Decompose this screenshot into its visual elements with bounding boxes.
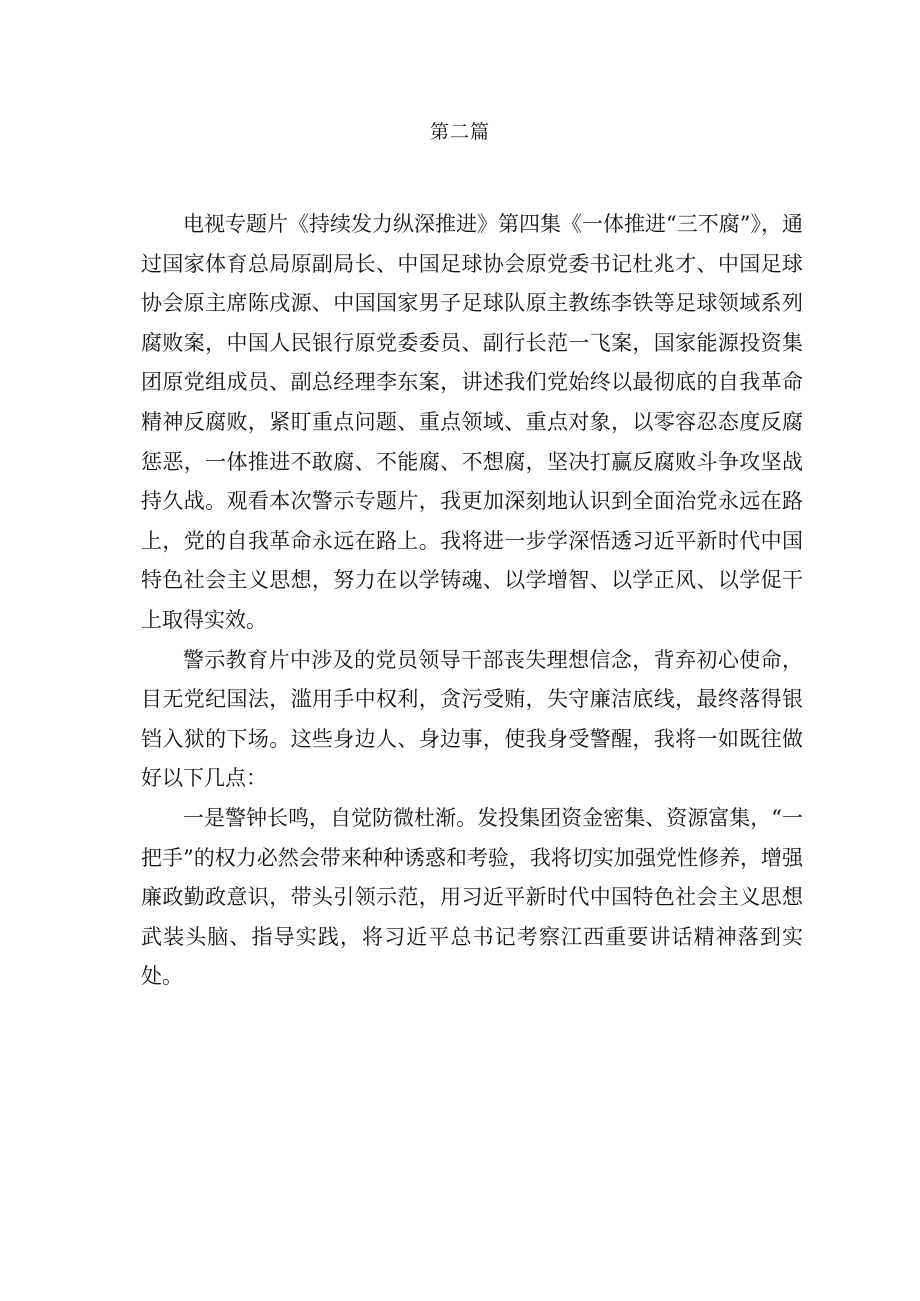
document-title: 第二篇 <box>429 121 490 143</box>
paragraph-3: 一是警钟长鸣，自觉防微杜渐。发投集团资金密集、资源富集，“一把手”的权力必然会带来种种诱惑和考验，我将切实加强党性修养，增强廉政勤政意识，带头引领示范，用习近平新时代中国特色社会主义思想武装头脑、指导实践，将习近平总书记考察江西重要讲话精神落到实处。 <box>141 805 803 989</box>
paragraph-1: 电视专题片《持续发力纵深推进》第四集《一体推进“三不腐”》，通过国家体育总局原副局长、中国足球协会原党委书记杜兆才、中国足球协会原主席陈戌源、中国国家男子足球队原主教练李铁等足球领域系列腐败案，中国人民银行原党委委员、副行长范一飞案，国家能源投资集团原党组成员、副总经理李东案，讲述我们党始终以最彻底的自我革命精神反腐败，紧盯重点问题、重点领域、重点对象，以零容忍态度反腐惩恶，一体推进不敢腐、不能腐、不想腐，坚决打赢反腐败斗争攻坚战持久战。观看本次警示专题片，我更加深刻地认识到全面治党永远在路上，党的自我革命永远在路上。我将进一步学深悟透习近平新时代中国特色社会主义思想，努力在以学铸魂、以学增智、以学正风、以学促干上取得实效。 <box>141 212 803 632</box>
document-body <box>141 205 803 997</box>
paragraph-2: 警示教育片中涉及的党员领导干部丧失理想信念，背弃初心使命，目无党纪国法，滥用手中权利，贪污受贿，失守廉洁底线，最终落得银铛入狱的下场。这些身边人、身边事，使我身受警醒，我将一如既往做好以下几点： <box>141 647 803 791</box>
